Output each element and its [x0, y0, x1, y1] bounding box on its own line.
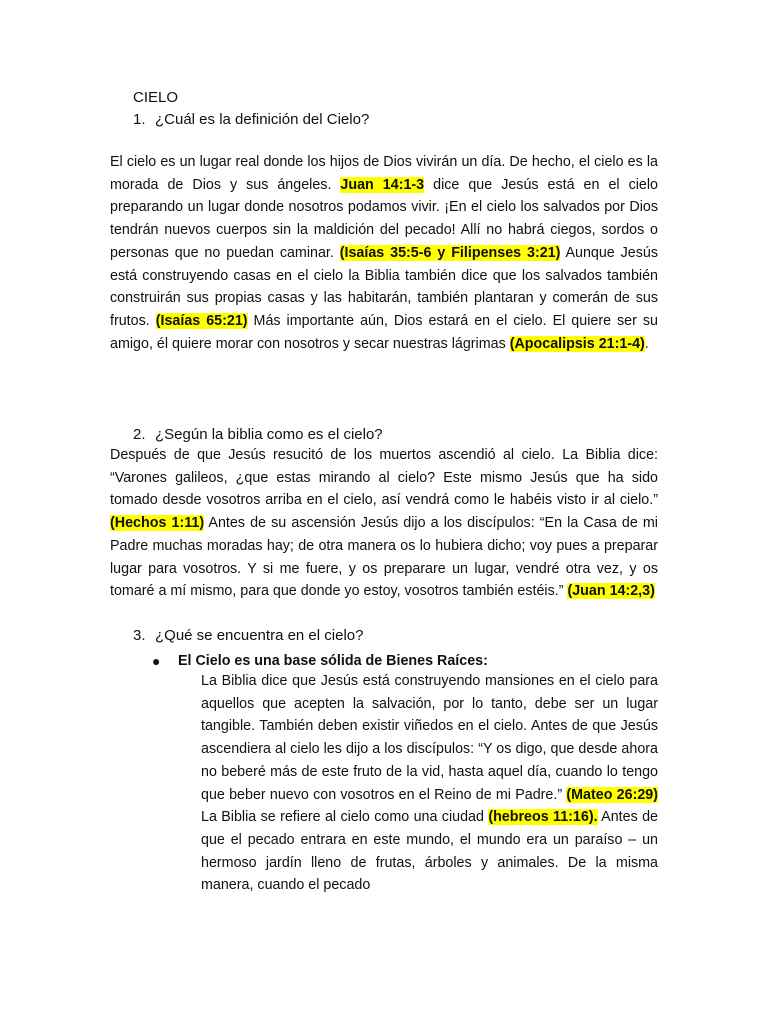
bible-reference-isaias-65: (Isaías 65:21) [155, 312, 248, 329]
bible-reference-isaias-35: (Isaías 35:5-6 y Filipenses 3:21) [339, 244, 561, 261]
answer-1-text-a: El cielo es un lugar real donde los hijos de Dios vivirán un día. De hecho, el cielo es la morada de Dios y sus ángeles. [110, 154, 658, 193]
answer-3-text-a: La Biblia dice que Jesús está construyendo mansiones en el cielo para aquellos que acepten la salvación, por lo tanto, debe ser un lugar tangible. También deben existir viñedos en el cielo. Antes de que Jesús ascendiera al cielo les dijo a los discípulos: “Y os digo, que desde ahora no beberé más de este fruto de la vid, hasta aquel día, cuando lo tengo que beber nuevo con vosotros en el Reino de mi Padre.” [201, 673, 658, 803]
answer-1-text-d: Más importante aún, Dios estará en el cielo. El quiere ser su amigo, él quiere morar con nosotros y secar nuestras lágrimas [110, 312, 658, 352]
answer-1-text-e: . [644, 335, 649, 352]
answer-3-text-b: La Biblia se refiere al cielo como una ciudad [201, 809, 484, 826]
bible-reference-hechos-1: (Hechos 1:11) [110, 515, 205, 532]
answer-2-paragraph [110, 444, 658, 603]
answer-3-paragraph [201, 670, 658, 897]
question-3-heading [133, 626, 363, 646]
answer-1-text-c: Aunque Jesús está construyendo casas en el cielo la Biblia también dice que los salvados también construirán sus propias casas y las habitarán, también plantaran y comerán de sus frutos. [110, 244, 658, 329]
bible-reference-hebreos-11: (hebreos 11:16). [488, 809, 598, 826]
document-title: CIELO [133, 89, 179, 106]
question-3-number: 3. [133, 627, 146, 644]
answer-1-text-b: dice que Jesús está en el cielo preparando un lugar donde nosotros podamos vivir. ¡En el cielo los salvados por Dios tendrán nuevos cuerpos sin la maldición del pecado! Allí no habrá ciegos, sordos o personas que no puedan caminar. [110, 176, 658, 261]
bullet-dot-icon: ● [152, 653, 161, 669]
bullet-item-heading [152, 651, 488, 671]
question-1-heading [133, 110, 369, 130]
answer-1-paragraph [110, 151, 658, 355]
question-2-heading [133, 425, 383, 445]
answer-3-text-c: Antes de que el pecado entrara en este mundo, el mundo era un paraíso – un hermoso jardín lleno de frutas, árboles y animales. De la misma manera, cuando el pecado [201, 809, 658, 894]
answer-2-text-a: Después de que Jesús resucitó de los muertos ascendió al cielo. La Biblia dice: “Varones galileos, ¿que estas mirando al cielo? Este mismo Jesús que ha sido tomado desde vosotros arriba en el cielo, así vendrá como le habéis visto ir al cielo.” [110, 447, 658, 509]
question-1-number: 1. [133, 111, 146, 128]
bullet-title: El Cielo es una base sólida de Bienes Raíces: [178, 653, 488, 669]
bible-reference-apocalipsis-21: (Apocalipsis 21:1-4) [509, 335, 645, 352]
bible-reference-juan-14: Juan 14:1-3 [340, 176, 425, 193]
bible-reference-mateo-26: (Mateo 26:29) [566, 786, 658, 803]
question-2-text: ¿Según la biblia como es el cielo? [155, 426, 383, 443]
question-2-number: 2. [133, 426, 146, 443]
question-3-text: ¿Qué se encuentra en el cielo? [155, 627, 364, 644]
bible-reference-juan-14-2: (Juan 14:2,3) [567, 583, 655, 600]
answer-2-text-b: Antes de su ascensión Jesús dijo a los discípulos: “En la Casa de mi Padre muchas moradas hay; de otra manera os lo hubiera dicho; voy pues a preparar lugar para vosotros. Y si me fuere, y os preparare un lugar, vendré otra vez, y os tomaré a mí mismo, para que donde yo estoy, vosotros también estéis.” [110, 515, 658, 600]
question-1-text: ¿Cuál es la definición del Cielo? [155, 111, 370, 128]
